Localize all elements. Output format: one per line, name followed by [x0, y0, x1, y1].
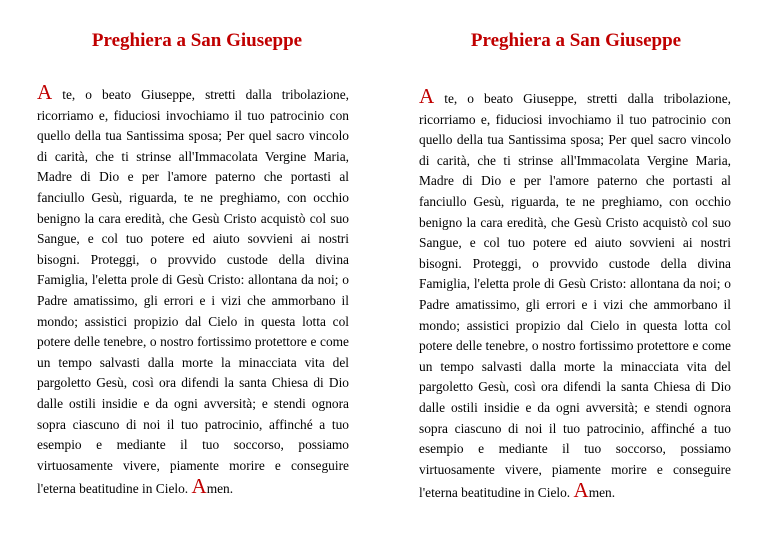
- right-page: [384, 0, 768, 543]
- page-title: Preghiera a San Giuseppe: [91, 30, 303, 51]
- page-title: Preghiera a San Giuseppe: [470, 30, 682, 51]
- prayer-body: te, o beato Giuseppe, stretti dalla tribolazione, ricorriamo e, fiduciosi invochiamo il tuo patrocinio con quello della tua Santissima sposa; Per quel sacro vincolo di carità, che ti strinse all'Immacolata Vergine Maria, Madre di Dio e per l'amore paterno che portasti al fanciullo Gesù, riguarda, te ne preghiamo, con occhio benigno la cara eredità, che Gesù Cristo acquistò col suo Sangue, e col tuo potere ed aiuto sovvieni ai nostri bisogni. Proteggi, o provvido custode della divina Famiglia, l'eletta prole di Gesù Cristo: allontana da noi; o Padre amatissimo, gli errori e i vizi che ammorbano il mondo; assistici propizio dal Cielo in questa lotta col potere delle tenebre, o nostro fortissimo protettore e come un tempo salvasti dalla morte la minacciata vita del pargoletto Gesù, così ora difendi la santa Chiesa di Dio dalle ostili insidie e da ogni avversità; e stendi ognora sopra ciascuno di noi il tuo patrocinio, affinché a tuo esempio e mediante il tuo soccorso, possiamo virtuosamente vivere, piamente morire e conseguire l'eterna beatitudine in Cielo.: [37, 87, 349, 497]
- prayer-text: [419, 86, 731, 504]
- amen-initial: A: [573, 478, 589, 503]
- drop-initial: A: [419, 84, 435, 108]
- drop-initial: A: [37, 80, 53, 104]
- prayer-body: te, o beato Giuseppe, stretti dalla tribolazione, ricorriamo e, fiduciosi invochiamo il tuo patrocinio con quello della tua Santissima sposa; Per quel sacro vincolo di carità, che ti strinse all'Immacolata Vergine Maria, Madre di Dio e per l'amore paterno che portasti al fanciullo Gesù, riguarda, te ne preghiamo, con occhio benigno la cara eredità, che Gesù Cristo acquistò col suo Sangue, e col tuo potere ed aiuto sovvieni ai nostri bisogni. Proteggi, o provvido custode della divina Famiglia, l'eletta prole di Gesù Cristo: allontana da noi; o Padre amatissimo, gli errori e i vizi che ammorbano il mondo; assistici propizio dal Cielo in questa lotta col potere delle tenebre, o nostro fortissimo protettore e come un tempo salvasti dalla morte la minacciata vita del pargoletto Gesù, così ora difendi la santa Chiesa di Dio dalle ostili insidie e da ogni avversità; e stendi ognora sopra ciascuno di noi il tuo patrocinio, affinché a tuo esempio e mediante il tuo soccorso, possiamo virtuosamente vivere, piamente morire e conseguire l'eterna beatitudine in Cielo.: [419, 91, 731, 501]
- amen-rest: men.: [206, 481, 234, 497]
- amen-rest: men.: [588, 485, 616, 501]
- prayer-text: [37, 82, 349, 500]
- amen-initial: A: [191, 474, 207, 499]
